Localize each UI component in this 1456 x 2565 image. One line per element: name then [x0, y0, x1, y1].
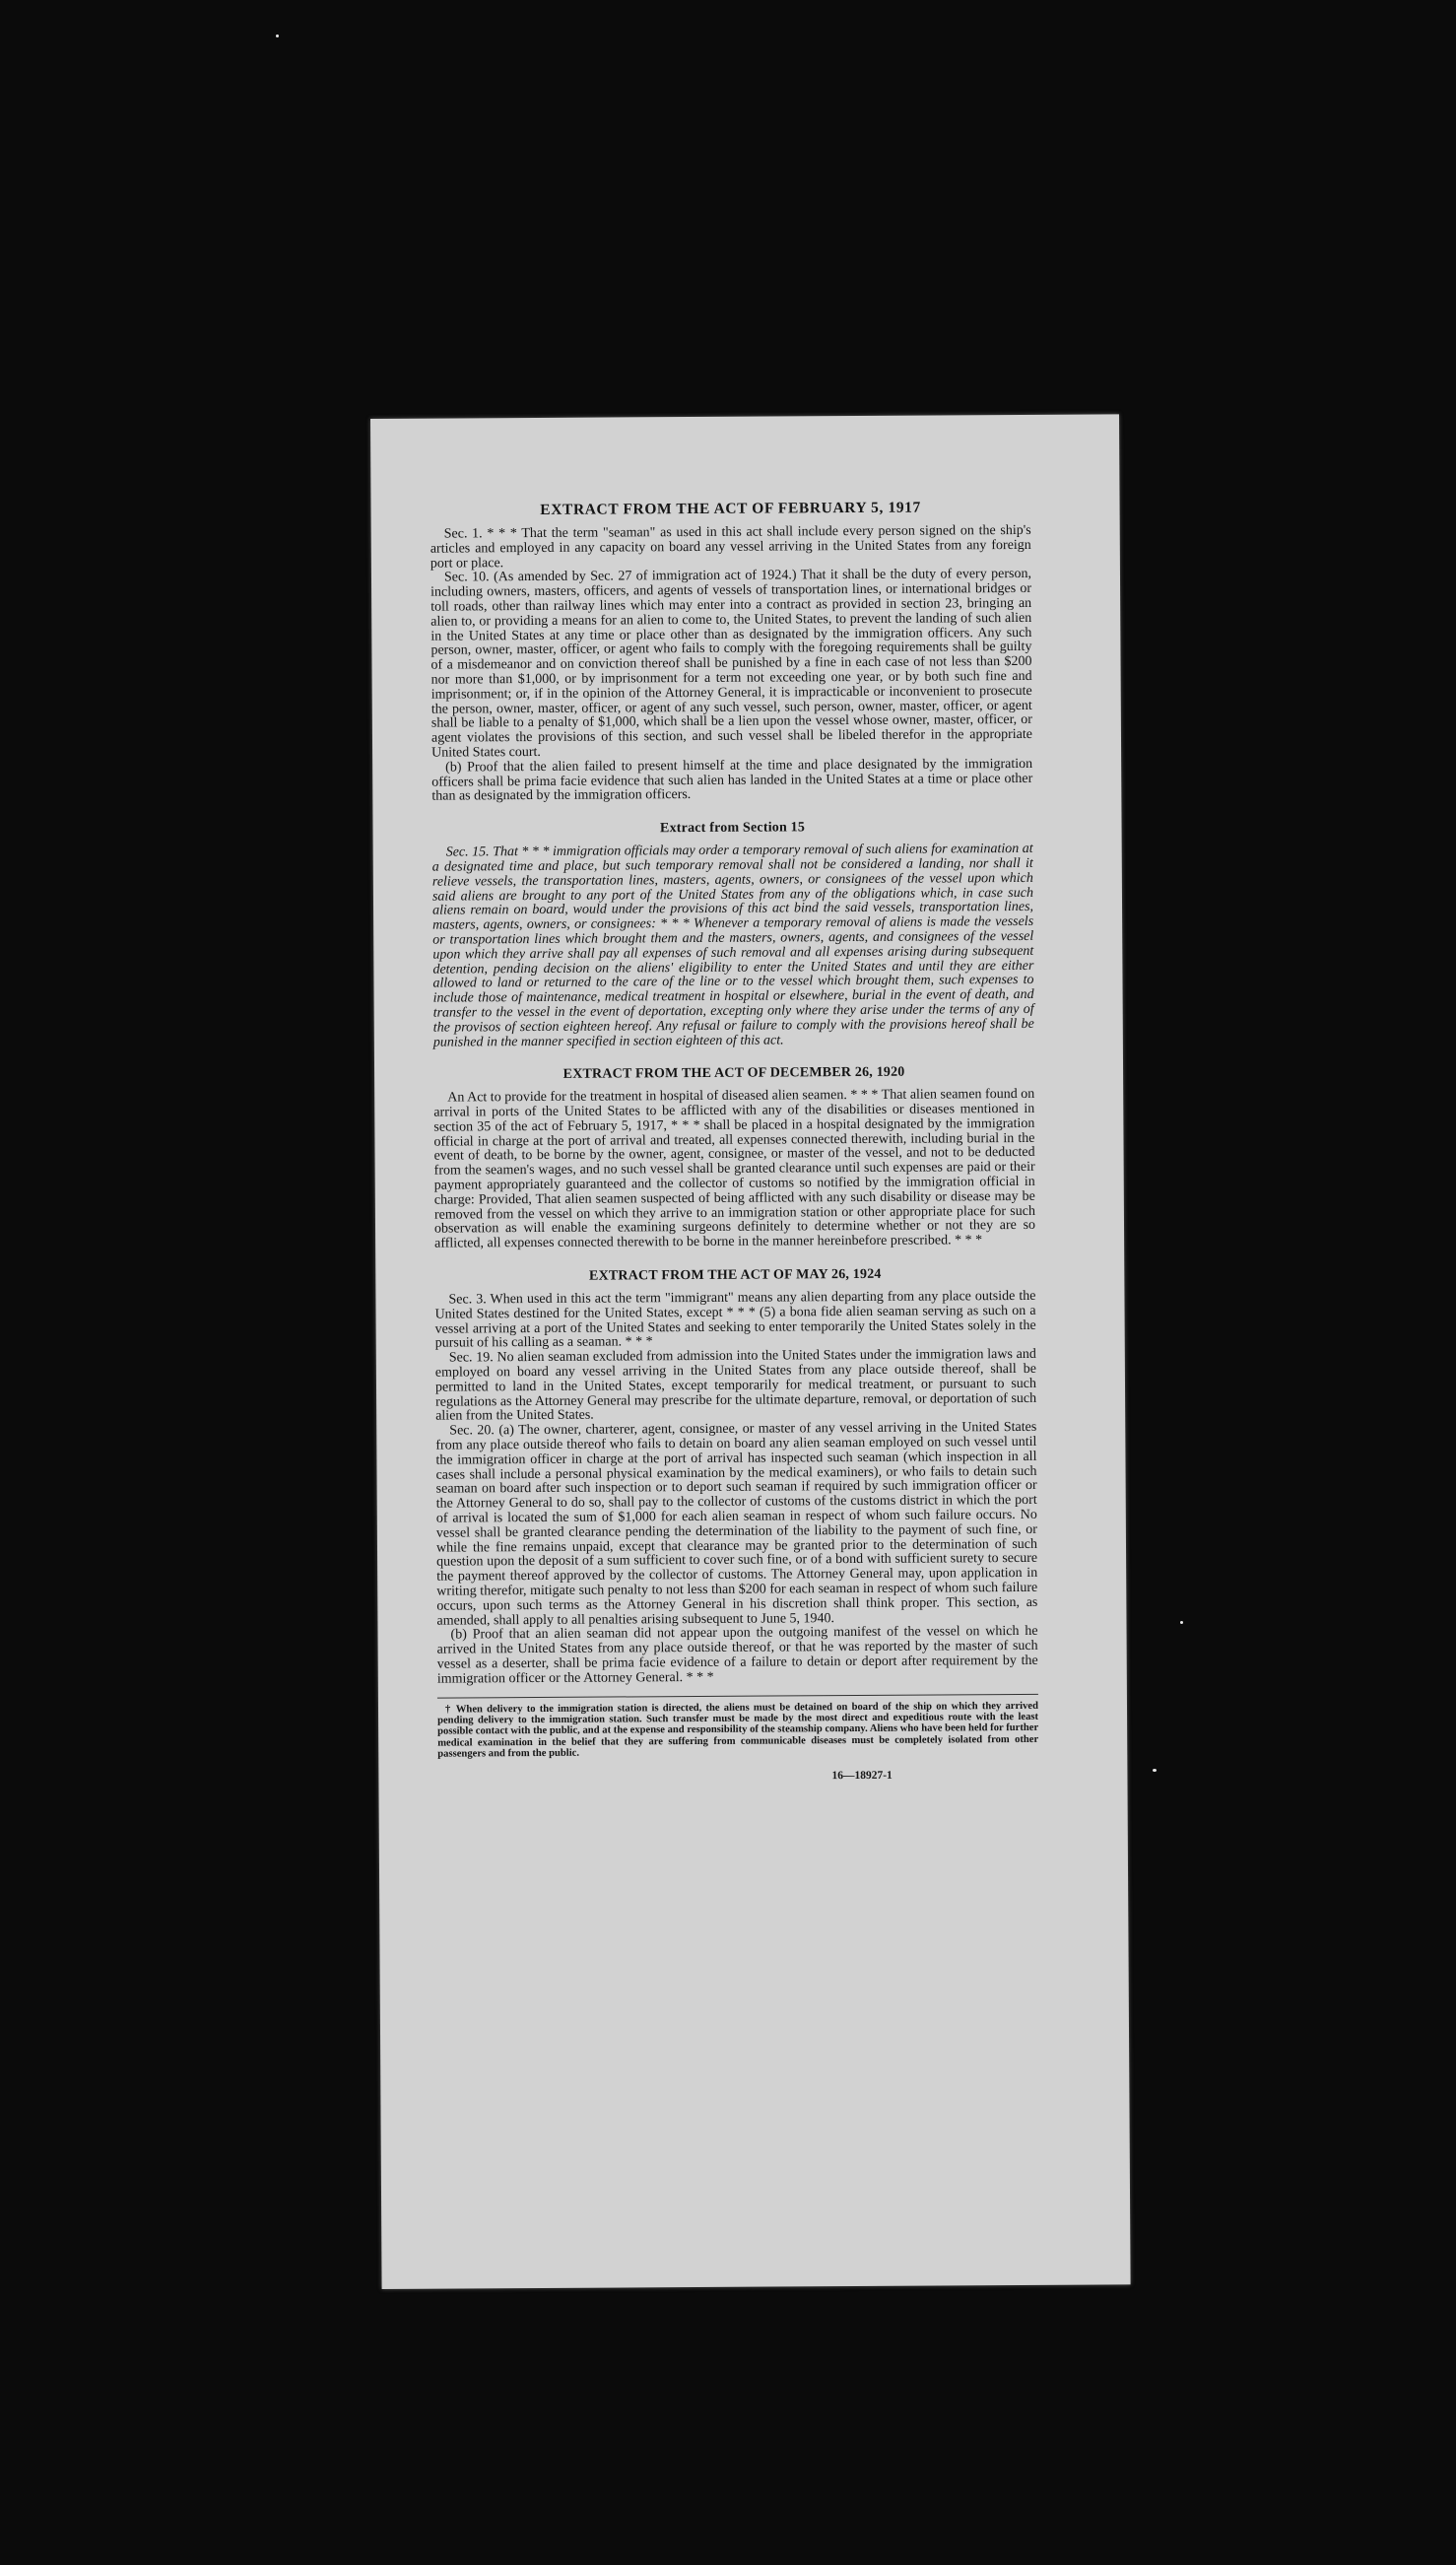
section-1: Sec. 1. * * * That the term "seaman" as used in this act shall include every person signed on the ship's articles and employed in any capacity on board any vessel arriving in the United States from any foreign port or place.	[430, 522, 1031, 572]
footnote	[437, 1700, 1038, 1760]
act-1920-text: An Act to provide for the treatment in hospital of diseased alien seamen. * * * That alien seamen found on arrival in ports of the United States to be afflicted with any of the disabilities or diseases mentioned in section 35 of the act of February 5, 1917, * * * shall be placed in a hospital designated by the immigration official in charge at the port of arrival and treated, all expenses connected therewith, including burial in the event of death, to be borne by the owner, agent, consignee, or master of the vessel, and not to be deducted from the seamen's wages, and no such vessel shall be granted clearance until such expenses are paid or their payment appropriately guaranteed and the collector of customs so notified by the immigration official in charge: Provided, That alien seamen suspected of being afflicted with any such disability or disease may be removed from the vessel on which they arrive to an immigration station or other appropriate place for such observation as will enable the examining surgeons definitely to determine whether or not they are so afflicted, all expenses connected therewith to be borne in the manner hereinbefore prescribed. * * *	[433, 1087, 1036, 1251]
section-10: Sec. 10. (As amended by Sec. 27 of immigration act of 1924.) That it shall be the duty of every person, including owners, masters, officers, and agents of vessels of transportation lines, or international bridges or toll roads, other than railway lines which may enter into a contract as provided in section 23, bringing an alien to, or providing a means for an alien to come to, the United States, to prevent the landing of such alien in the United States at any time or place other than as designated by the immigration officers. Any such person, owner, master, officer, or agent who fails to comply with the foregoing requirements shall be guilty of a misdemeanor and on conviction thereof shall be punished by a fine in each case of not less than $200 nor more than $1,000, or by imprisonment for a term not exceeding one year, or by both such fine and imprisonment; or, if in the opinion of the Attorney General, it is impracticable or inconvenient to prosecute the person, owner, master, officer, or agent of any such vessel, such person, owner, master, officer, or agent shall be liable to a penalty of $1,000, which shall be a lien upon the vessel whose owner, master, officer, or agent violates the provisions of this section, and such vessel shall be libeled therefor in the appropriate United States court.	[430, 567, 1033, 761]
heading-section-15: Extract from Section 15	[659, 820, 806, 837]
document-page	[370, 414, 1131, 2289]
section-10-b: (b) Proof that the alien failed to present himself at the time and place designated by the immigration officers shall be prima facie evidence that such alien has landed in the United States at a time or place other than as designated by the immigration officers.	[431, 756, 1033, 804]
section-20: Sec. 20. (a) The owner, charterer, agent, consignee, or master of any vessel arriving in the United States from any place outside thereof who fails to detain on board any alien seaman employed on such vessel until the immigration officer in charge at the port of arrival has inspected such seaman (which inspection in all cases shall include a personal physical examination by the medical examiners), or who fails to detain such seaman on board after such inspection or to deport such seaman if required by such immigration officer or the Attorney General to do so, shall pay to the collector of customs of the customs district in which the port of arrival is located the sum of $1,000 for each alien seaman in respect of whom such failure occurs. No vessel shall be granted clearance pending the determination of the liability to the payment of such fine, or while the fine remains unpaid, except that clearance may be granted prior to the determination of such question upon the deposit of a sum sufficient to cover such fine, or of a bond with sufficient surety to secure the payment thereof approved by the collector of customs. The Attorney General may, upon application in writing therefor, mitigate such penalty to not less than $200 for each seaman in respect of whom such failure occurs, upon such terms as the Attorney General in his discretion shall think proper. This section, as amended, shall apply to all penalties arising subsequent to June 5, 1940.	[435, 1420, 1038, 1629]
footnote-divider	[437, 1693, 1038, 1698]
section-19: Sec. 19. No alien seaman excluded from admission into the United States under the immigration laws and employed on board any vessel arriving in the United States from any place outside thereof, shall be permitted to land in the United States, except temporarily for medical treatment, or pursuant to such regulations as the Attorney General may prescribe for the ultimate departure, removal, or deportation of such alien from the United States.	[434, 1347, 1037, 1425]
section-3: Sec. 3. When used in this act the term "immigrant" means any alien departing from any place outside the United States destined for the United States, except * * * (5) a bona fide alien seaman serving as such on a vessel arriving at a port of the United States and seeking to enter temporarily the United States solely in the pursuit of his calling as a seaman. * * *	[434, 1288, 1036, 1352]
heading-act-1924: EXTRACT FROM THE ACT OF MAY 26, 1924	[588, 1266, 882, 1284]
footnote-text: † When delivery to the immigration station is directed, the aliens must be detained on board of the ship on which they arrived pending delivery to the immigration station. Such transfer must be made by the most direct and expeditious route with the least possible contact with the public, and at the expense and responsibility of the steamship company. Aliens who have been held for further medical examination in the belief that they are suffering from communicable diseases must be completely isolated from other passengers and from the public.	[437, 1700, 1039, 1760]
document-body	[430, 499, 1039, 1784]
form-code: 16—18927-1	[831, 1769, 893, 1782]
film-speck	[1153, 1769, 1157, 1772]
heading-act-1917: EXTRACT FROM THE ACT OF FEBRUARY 5, 1917	[540, 499, 921, 518]
heading-act-1920: EXTRACT FROM THE ACT OF DECEMBER 26, 1920	[563, 1064, 905, 1083]
section-20-b: (b) Proof that an alien seaman did not appear upon the outgoing manifest of the vessel on which he arrived in the United States from any place outside thereof, or that he was reported by the master of such vessel as a deserter, shall be prima facie evidence of a failure to detain or deport after requirement by the immigration officer or the Attorney General. * * *	[436, 1624, 1038, 1687]
film-speck	[1180, 1621, 1183, 1624]
film-speck	[276, 34, 279, 37]
section-15: Sec. 15. That * * * immigration officials may order a temporary removal of such aliens for examination at a designated time and place, but such temporary removal shall not be considered a landing, nor shall it relieve vessels, the transportation lines, masters, agents, owners, or consignees of the vessel upon which said aliens are brought to any port of the United States from any of the obligations which, in case such aliens remain on board, would under the provisions of this act bind the said vessels, transportation lines, masters, agents, owners, or consignees: * * * Whenever a temporary removal of aliens is made the vessels or transportation lines which brought them and the masters, owners, agents, and consignees of the vessel upon which they arrive shall pay all expenses of such removal and all expenses arising during subsequent detention, pending decision on the aliens' eligibility to enter the United States and until they are either allowed to land or returned to the care of the line or to the vessel which brought them, such expenses to include those of maintenance, medical treatment in hospital or elsewhere, burial in the event of death, and transfer to the vessel in the event of deportation, excepting only where they arise under the terms of any of the provisos of section eighteen hereof. Any refusal or failure to comply with the provisions hereof shall be punished in the manner specified in section eighteen of this act.	[431, 842, 1034, 1050]
